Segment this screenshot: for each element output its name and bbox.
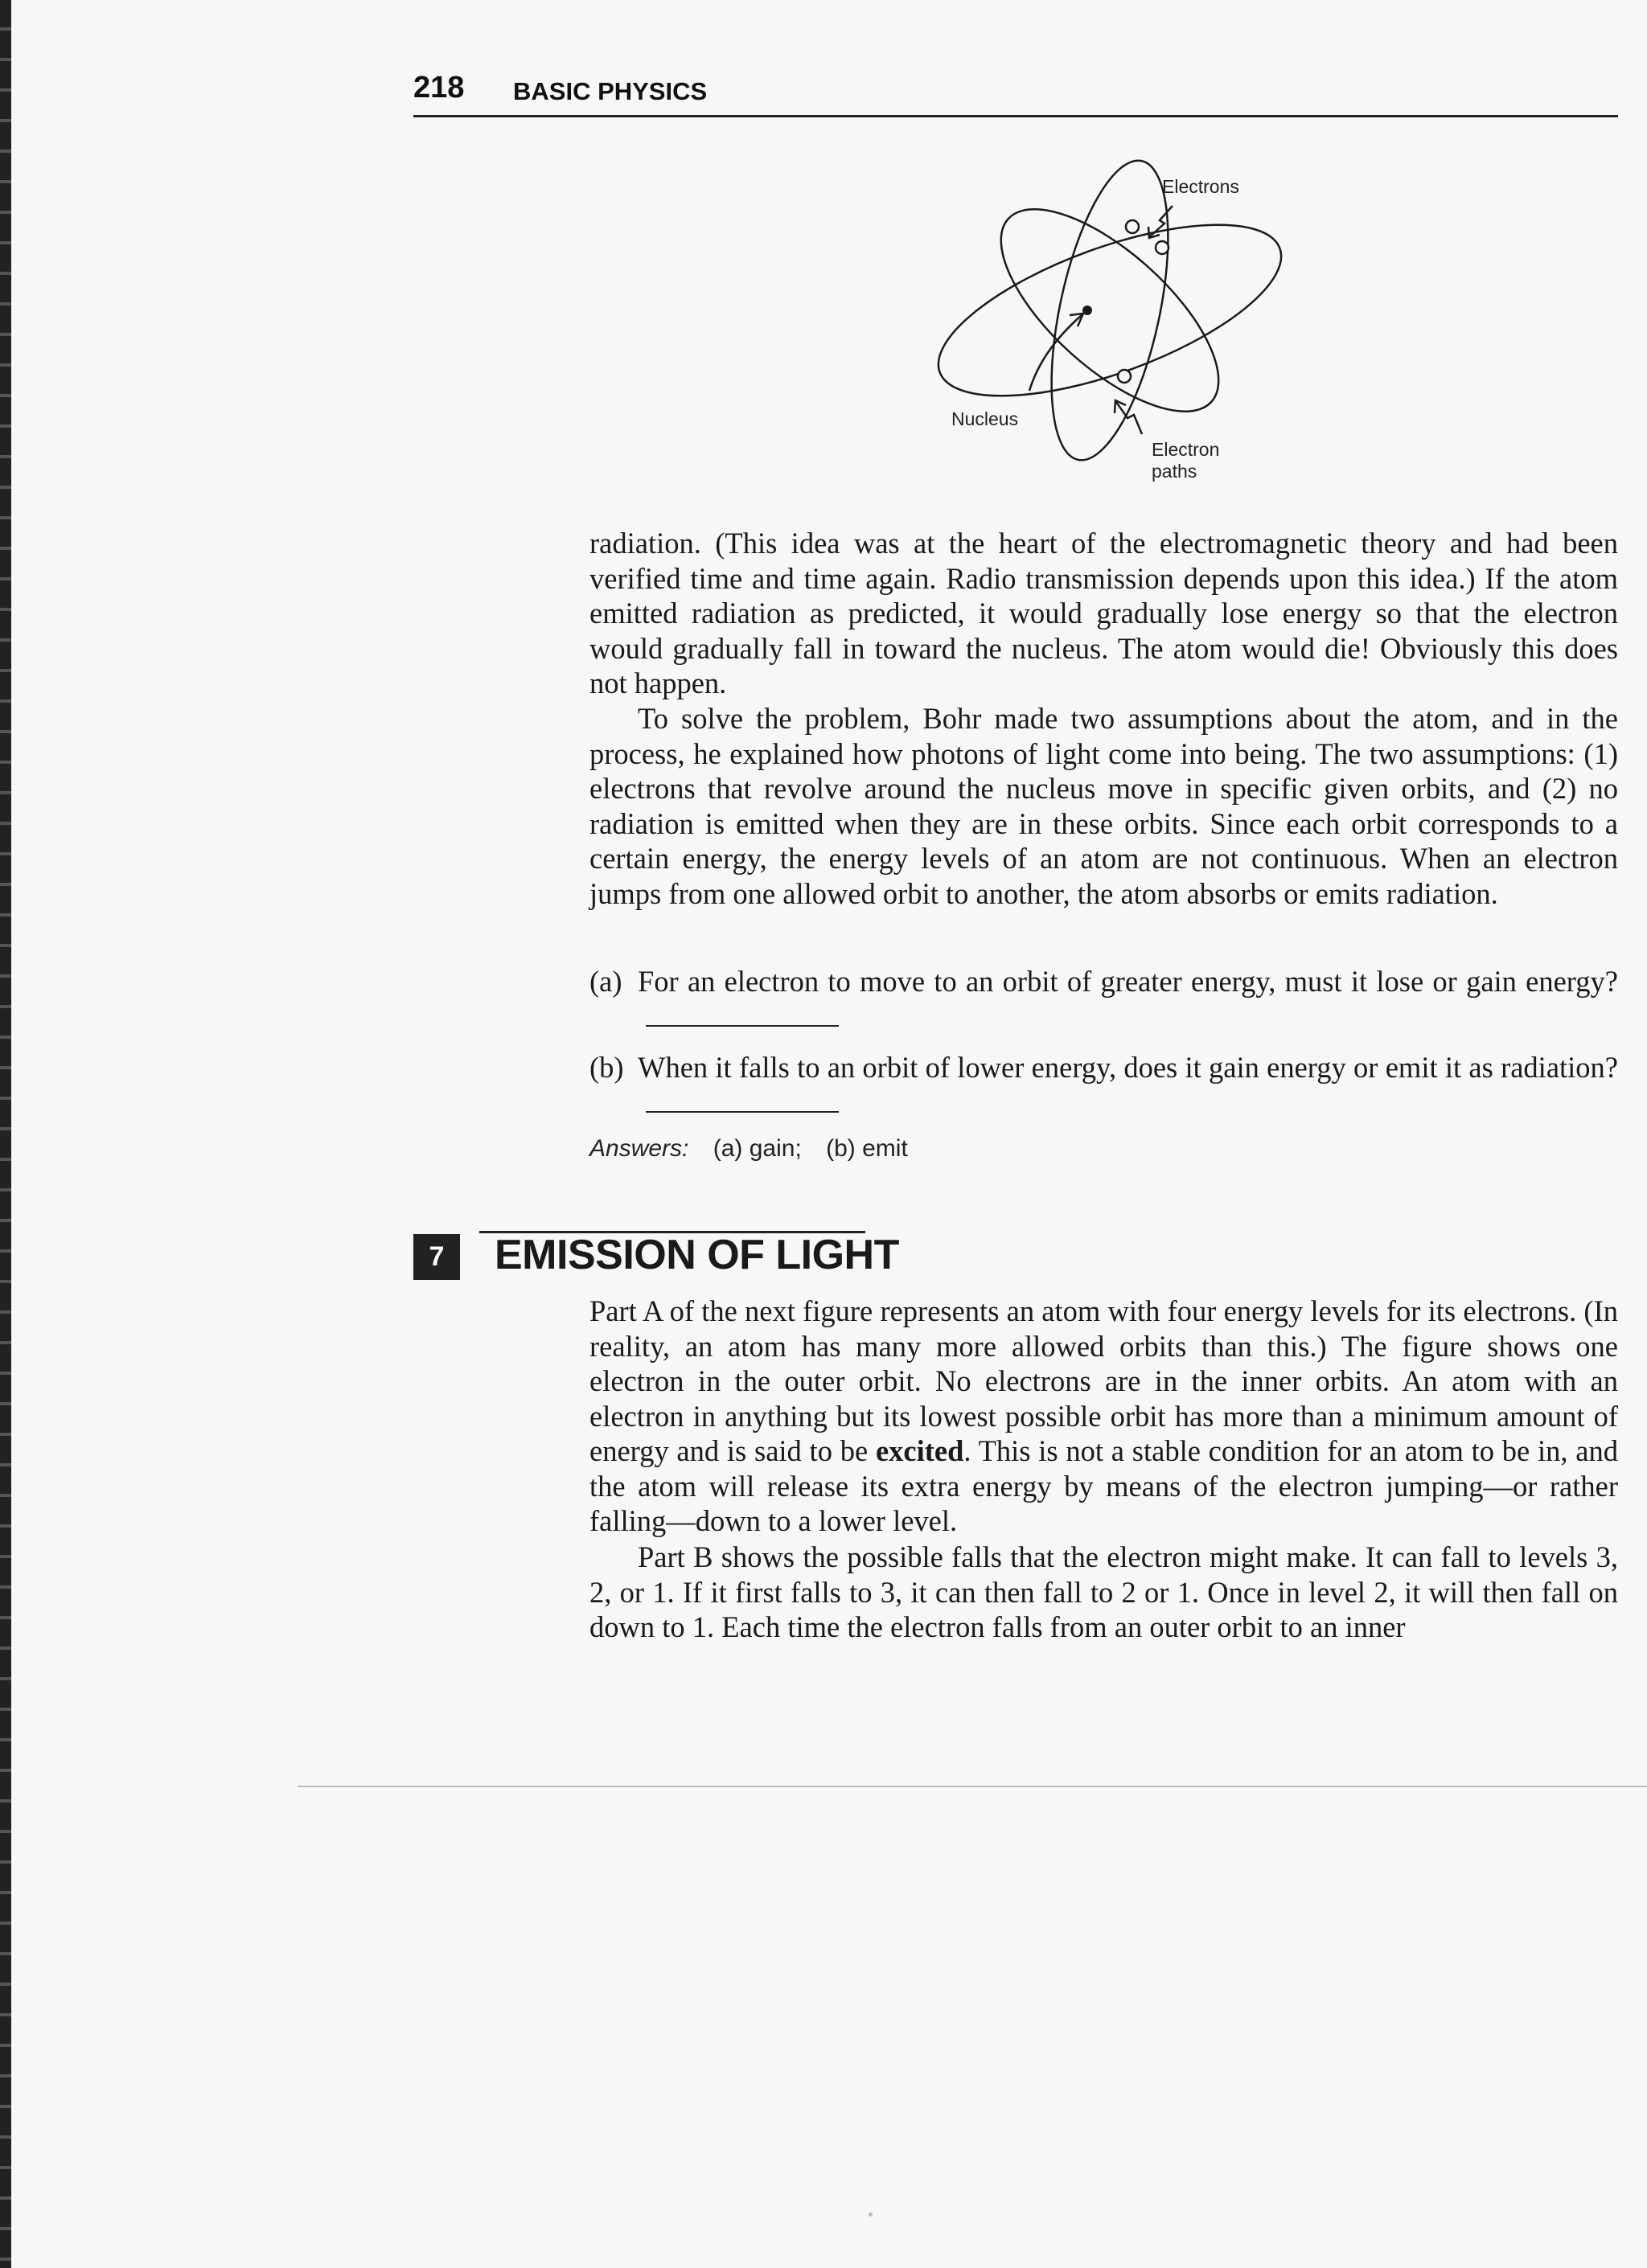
label-nucleus: Nucleus xyxy=(951,408,1019,429)
orbit-path-vertical xyxy=(1029,158,1190,470)
question-b-text: When it falls to an orbit of lower energy, does it gain energy or emit it as radiation? xyxy=(638,1051,1618,1084)
label-electrons: Electrons xyxy=(1162,176,1239,197)
paths-pointer xyxy=(1116,402,1142,434)
orbit-path-tilted xyxy=(918,190,1301,432)
question-a-label: (a) xyxy=(589,965,622,998)
orbit-path-diagonal xyxy=(969,176,1250,445)
section-number-badge: 7 xyxy=(413,1234,460,1280)
question-a-text: For an electron to move to an orbit of greater energy, must it lose or gain energy? xyxy=(638,965,1618,998)
question-b-label: (b) xyxy=(589,1051,624,1084)
paragraph-bohr: To solve the problem, Bohr made two assumptions about the atom, and in the process, he explained how photons of light come into being. The two assumptions: (1) electrons that revolve around the nucleus move in specific given orbits, and (2) no radiation is emitted when they are in these orbits. Since each orbit corresponds to a certain energy, the energy levels of an atom are not continuous. When an electron jumps from one allowed orbit to another, the atom absorbs or emits radiation. xyxy=(589,702,1618,910)
term-excited: excited xyxy=(875,1434,964,1467)
answer-b: (b) emit xyxy=(826,1135,908,1162)
section-title: EMISSION OF LIGHT xyxy=(495,1232,899,1278)
answers-label: Answers: xyxy=(589,1135,689,1162)
atom-diagram xyxy=(909,158,1311,495)
label-electron-paths-2: paths xyxy=(1152,461,1197,482)
answer-blank-a[interactable] xyxy=(646,1022,839,1027)
part-a-text-1: Part A of the next figure represents an atom with four energy levels for its electrons. (In reality, an atom has many more allowed orbits than this.) The figure shows one electron in the outer orbit. No electrons are in the inner orbits. An atom with an electron in anything but its lowest possible orbit has more than a minimum amount of energy and is said to be xyxy=(589,1294,1618,1467)
bottom-rule xyxy=(298,1786,1647,1787)
electron-3 xyxy=(1118,370,1131,383)
answer-a: (a) gain; xyxy=(713,1135,802,1162)
electron-1 xyxy=(1126,220,1139,233)
page-speck xyxy=(869,2213,873,2217)
running-head xyxy=(413,71,1618,117)
label-electron-paths-1: Electron xyxy=(1152,439,1220,460)
atom-figure xyxy=(909,158,1311,495)
paragraph-part-a xyxy=(589,1294,1618,1539)
question-b xyxy=(589,1050,1618,1121)
paragraph-radiation: radiation. (This idea was at the heart of the electromagnetic theory and had been verified time and time again. Radio transmission depends upon this idea.) If the atom emitted radiation as predicted, it would gradually lose energy so that the electron would gradually fall in toward the nucleus. The atom would die! Obviously this does not happen. xyxy=(589,527,1618,699)
electron-2 xyxy=(1156,241,1169,254)
answer-blank-b[interactable] xyxy=(646,1108,839,1113)
paragraph-part-b: Part B shows the possible falls that the electron might make. It can fall to levels 3, 2, or 1. If it first falls to 3, it can then fall to 2 or 1. Once in level 2, it will then fall on down to 1. Each time the electron falls from an outer orbit to an inner xyxy=(589,1540,1618,1643)
running-title: BASIC PHYSICS xyxy=(513,77,708,105)
page-number: 218 xyxy=(413,71,465,105)
question-a xyxy=(589,964,1618,1035)
answers-line xyxy=(589,1135,908,1163)
header-rule xyxy=(413,115,1618,117)
part-a-text-2: . This is not a stable condition for an atom to be in, and the atom will release its extra energy by means of the electron jumping—or rather falling—down to a lower level. xyxy=(589,1434,1618,1537)
page-binding-edge xyxy=(0,0,11,2268)
